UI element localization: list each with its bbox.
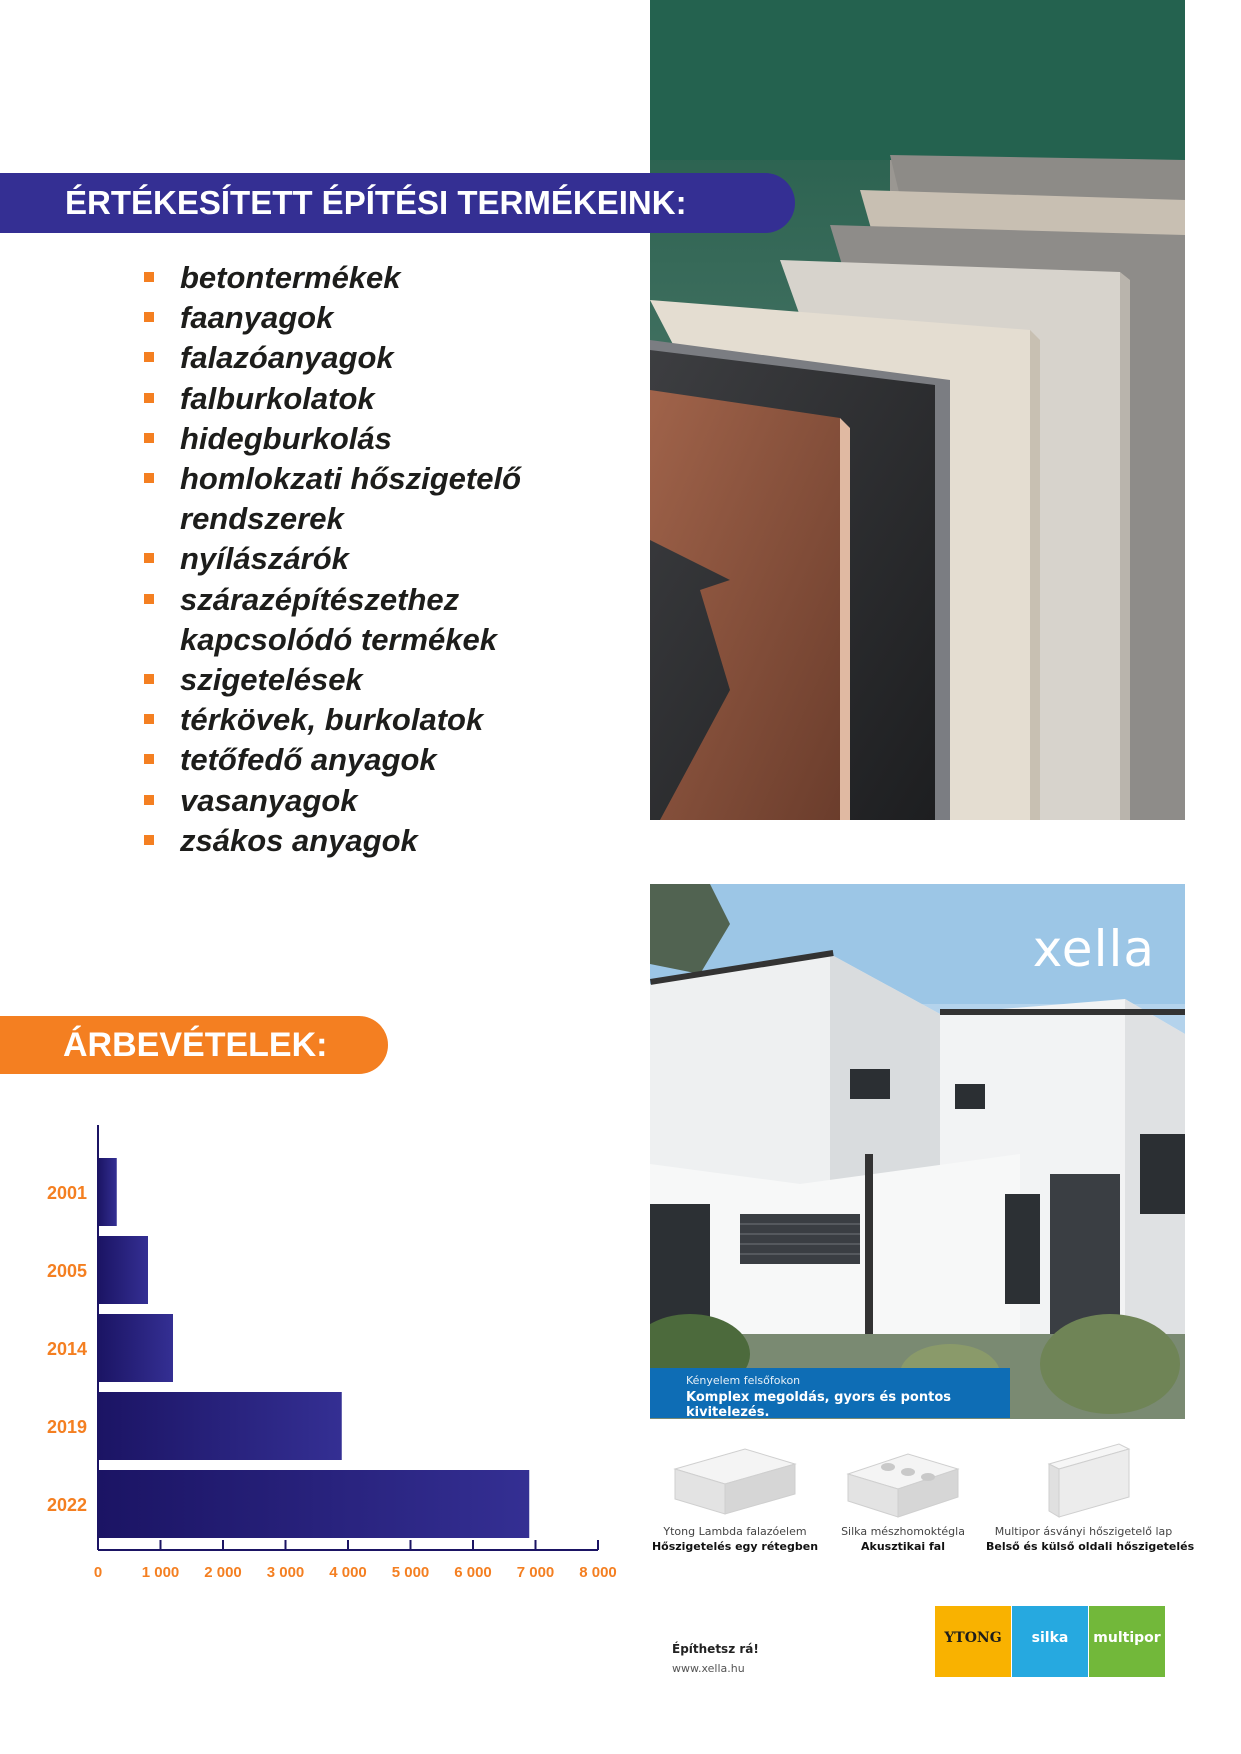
product-item-label: homlokzati hőszigetelő rendszerek <box>180 461 522 537</box>
product-item <box>142 379 572 419</box>
product-item <box>142 258 572 298</box>
product-item-label: betontermékek <box>180 260 401 295</box>
revenue-heading: ÁRBEVÉTELEK: <box>0 1016 388 1074</box>
product-item <box>142 821 572 861</box>
bar-2014 <box>98 1314 173 1382</box>
bullet-square-icon <box>144 312 154 322</box>
products-heading: ÉRTÉKESÍTETT ÉPÍTÉSI TERMÉKEINK: <box>0 173 795 233</box>
y-tick-label: 2014 <box>46 1339 87 1359</box>
product-item-label: nyílászárók <box>180 541 349 577</box>
bullet-square-icon <box>144 594 154 604</box>
ad-slogan: Építhetsz rá! <box>672 1642 759 1656</box>
xella-advertisement <box>650 884 1195 1679</box>
bullet-square-icon <box>144 835 154 845</box>
product-item-label: vasanyagok <box>180 782 358 818</box>
product-item-label: térkövek, burkolatok <box>180 702 484 738</box>
product-item <box>142 781 572 821</box>
product-item-label: falazóanyagok <box>180 340 394 376</box>
product-item <box>142 419 572 459</box>
product-item <box>142 338 572 378</box>
product-item-label: szigetelések <box>180 662 363 698</box>
ad-banner <box>650 1368 1010 1418</box>
xella-logo: xella <box>1032 920 1155 978</box>
ad-banner-line2: Komplex megoldás, gyors és pontos kivitelezés. <box>686 1390 951 1420</box>
y-tick-label: 2022 <box>46 1495 87 1515</box>
product-item-label: tetőfedő anyagok <box>180 742 437 778</box>
product-item-label: falburkolatok <box>180 380 375 416</box>
x-tick-label: 6 000 <box>454 1564 492 1581</box>
bullet-square-icon <box>144 754 154 764</box>
revenue-bar-chart <box>30 1110 630 1610</box>
ad-product-desc: Akusztikai fal <box>861 1540 945 1553</box>
product-item-label: zsákos anyagok <box>180 822 418 858</box>
bullet-square-icon <box>144 393 154 403</box>
product-item-label: faanyagok <box>180 300 334 336</box>
ad-product-name: Silka mészhomoktégla <box>841 1525 965 1538</box>
bullet-square-icon <box>144 553 154 563</box>
product-item <box>142 740 572 780</box>
bar-2022 <box>98 1470 529 1538</box>
product-list <box>142 258 572 861</box>
ad-product-name: Ytong Lambda falazóelem <box>663 1525 807 1538</box>
ad-product-ytong <box>650 1439 820 1553</box>
x-tick-label: 8 000 <box>579 1564 617 1581</box>
aerated-block-icon <box>665 1439 805 1519</box>
bar-2001 <box>98 1158 117 1226</box>
x-tick-label: 4 000 <box>329 1564 367 1581</box>
product-item <box>142 459 572 539</box>
bullet-square-icon <box>144 714 154 724</box>
ad-product-silka <box>818 1439 988 1553</box>
y-tick-label: 2001 <box>46 1183 87 1203</box>
ad-url: www.xella.hu <box>672 1662 745 1675</box>
product-item <box>142 298 572 338</box>
product-item <box>142 539 572 579</box>
bar-2005 <box>98 1236 148 1304</box>
bullet-square-icon <box>144 674 154 684</box>
bullet-square-icon <box>144 352 154 362</box>
bullet-square-icon <box>144 272 154 282</box>
x-tick-label: 5 000 <box>391 1564 430 1581</box>
ad-product-name: Multipor ásványi hőszigetelő lap <box>994 1525 1173 1538</box>
bullet-square-icon <box>144 795 154 805</box>
bullet-square-icon <box>144 433 154 443</box>
brand-silka-logo: silka <box>1012 1606 1088 1677</box>
ad-product-desc: Belső és külső oldali hőszigetelés <box>986 1540 1195 1553</box>
y-tick-label: 2019 <box>46 1417 87 1437</box>
ad-product-multipor <box>986 1439 1195 1553</box>
product-item-label: szárazépítészethez kapcsolódó termékek <box>180 581 498 657</box>
brand-multipor-logo: multipor <box>1089 1606 1165 1677</box>
ad-banner-line1: Kényelem felsőfokon <box>686 1374 801 1387</box>
x-tick-label: 0 <box>93 1564 103 1581</box>
product-item <box>142 580 572 660</box>
product-item <box>142 660 572 700</box>
y-tick-label: 2005 <box>46 1261 87 1281</box>
product-item <box>142 700 572 740</box>
tiles-product-photo <box>650 0 1185 820</box>
x-tick-label: 2 000 <box>204 1564 242 1581</box>
x-tick-label: 1 000 <box>141 1564 180 1581</box>
x-tick-label: 7 000 <box>516 1564 555 1581</box>
sand-lime-brick-icon <box>833 1439 973 1519</box>
brand-ytong-logo: YTONG <box>935 1606 1011 1677</box>
insulation-board-icon <box>1014 1439 1154 1519</box>
ad-product-desc: Hőszigetelés egy rétegben <box>651 1540 819 1553</box>
product-item-label: hidegburkolás <box>180 420 392 456</box>
bullet-square-icon <box>144 473 154 483</box>
bar-2019 <box>98 1392 342 1460</box>
x-tick-label: 3 000 <box>266 1564 305 1581</box>
